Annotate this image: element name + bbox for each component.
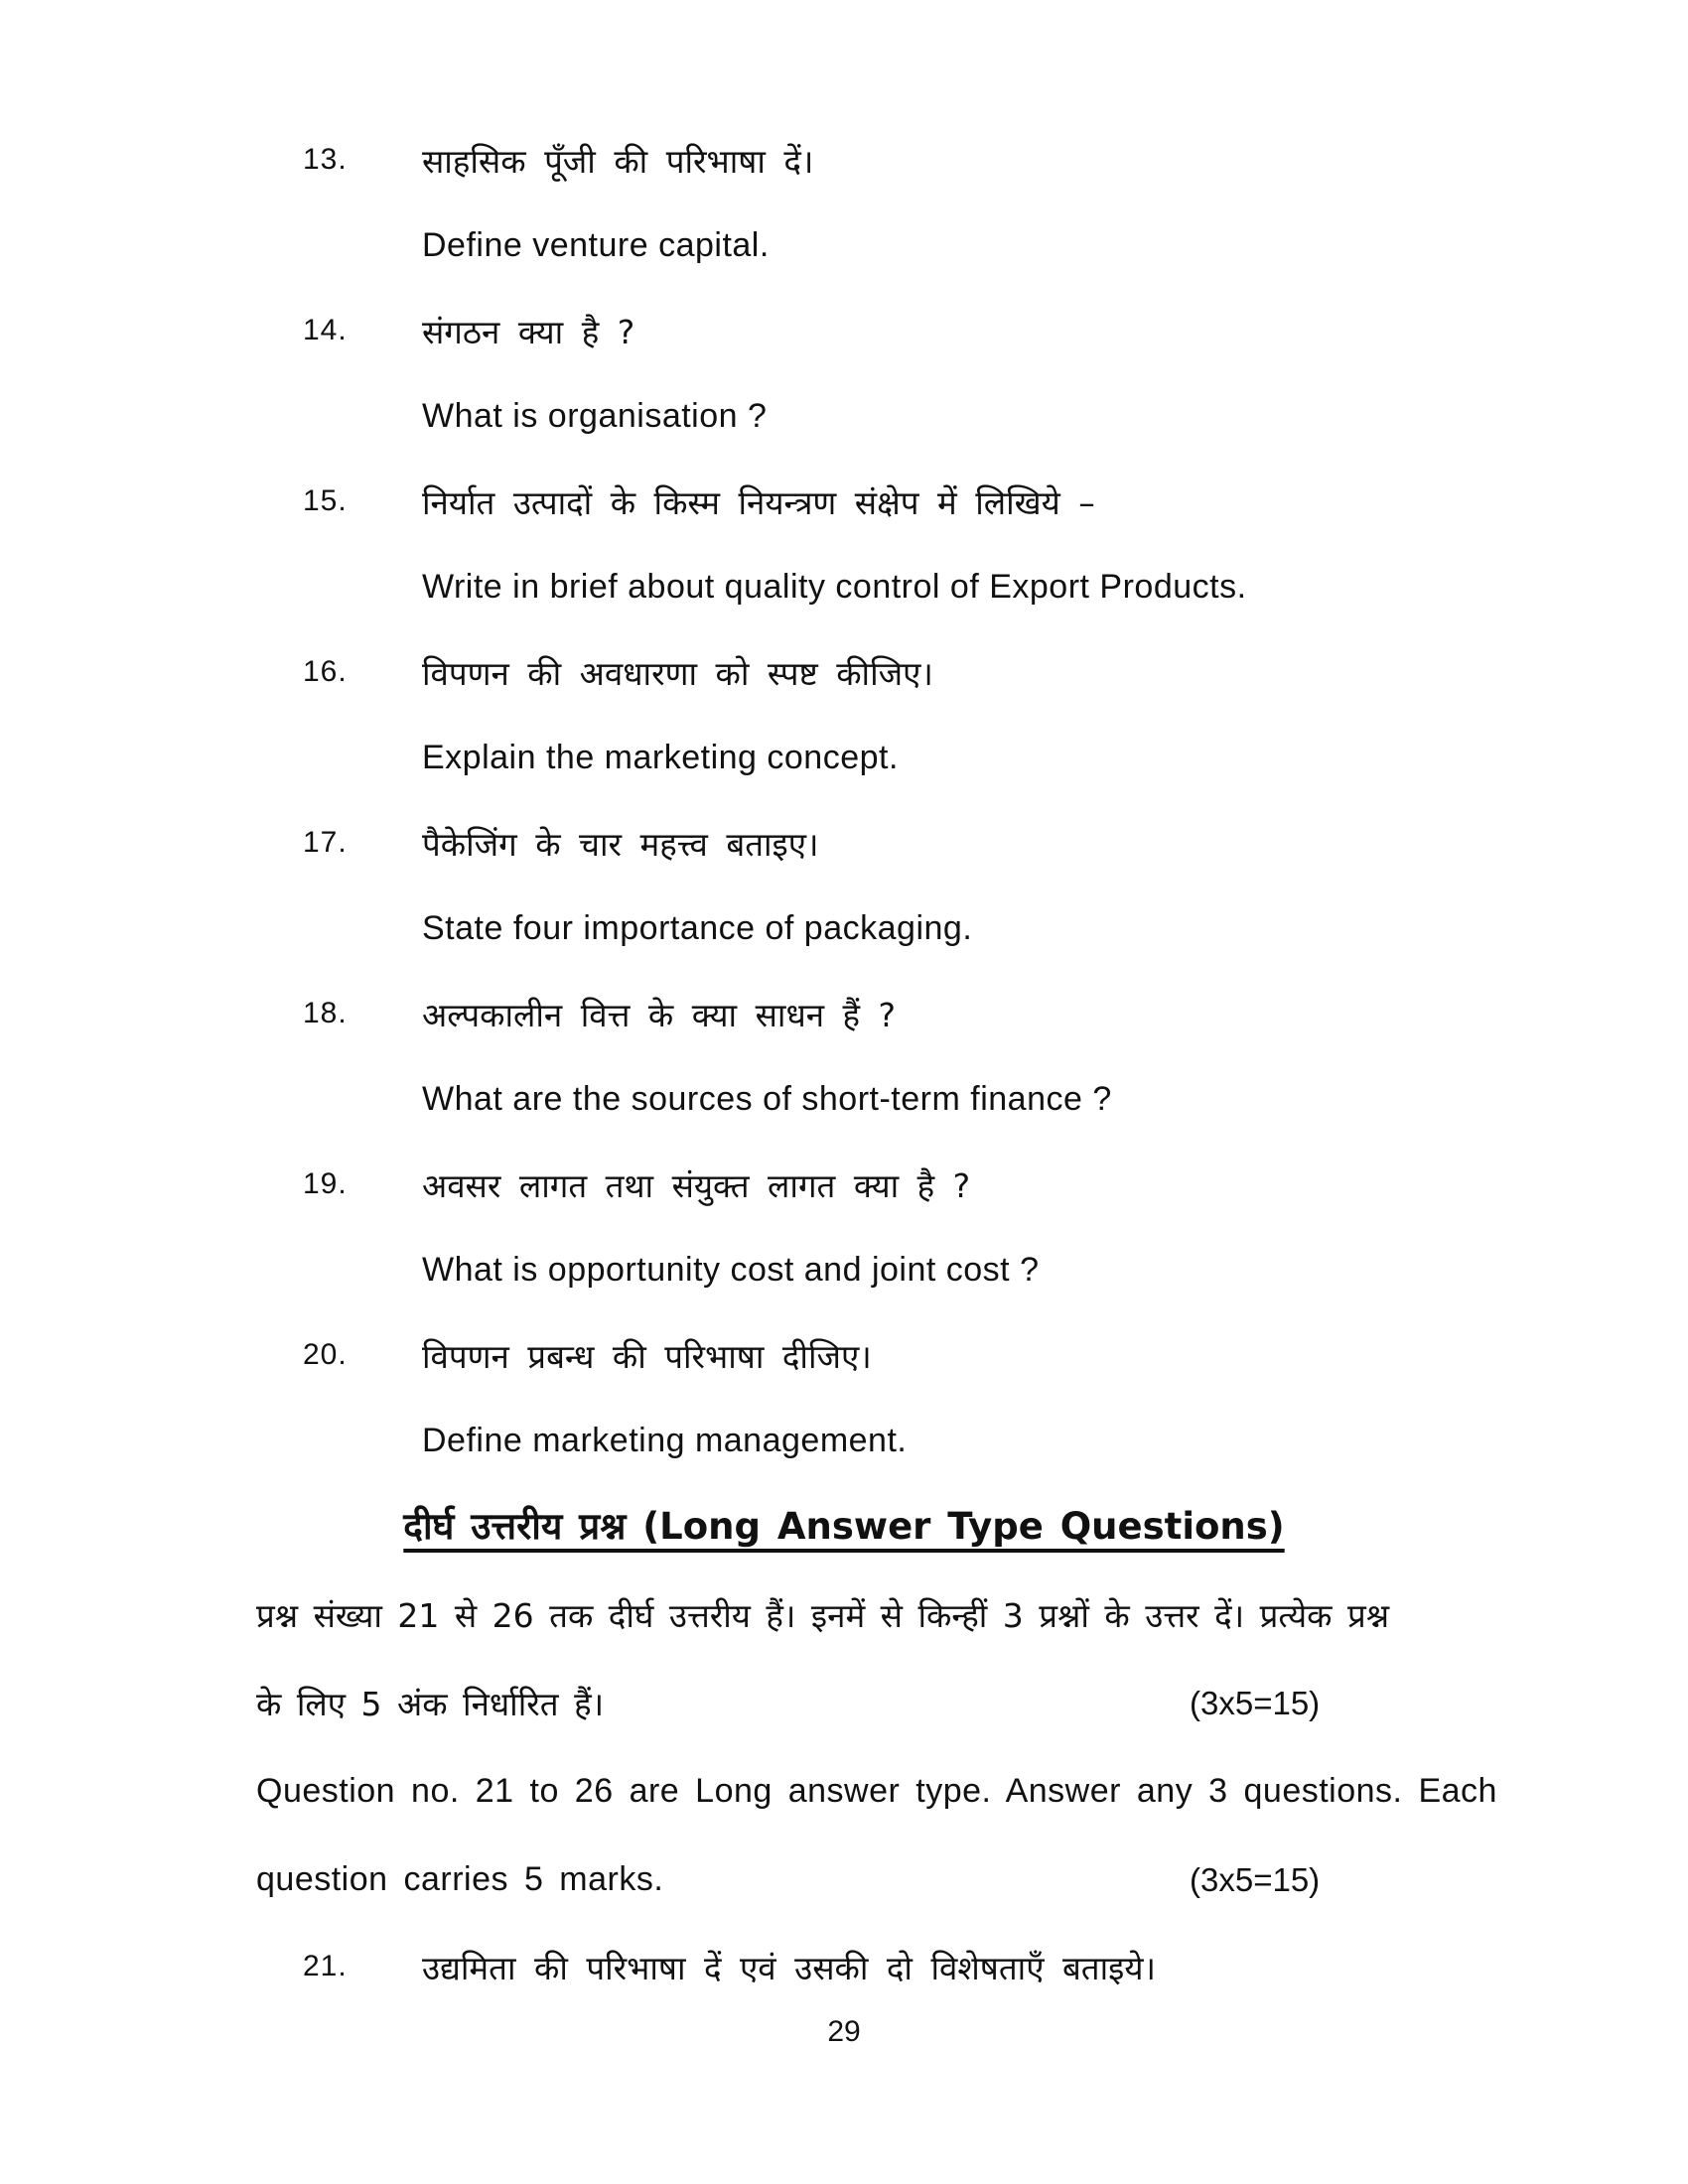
question-text-english: State four importance of packaging. <box>422 908 973 947</box>
question-number: 21. <box>303 1950 348 1982</box>
question-row <box>0 1924 1688 2009</box>
question-number: 14. <box>303 314 348 346</box>
question-text-hindi: अवसर लागत तथा संयुक्त लागत क्या है ? <box>422 1165 971 1205</box>
question-text-english: Define marketing management. <box>422 1421 908 1459</box>
question-row <box>0 1312 1688 1483</box>
instructions-hindi-line1: प्रश्न संख्या 21 से 26 तक दीर्घ उत्तरीय हैं। इनमें से किन्हीं 3 प्रश्नों के उत्तर दें। प्रत्येक प्रश्न <box>256 1596 1390 1635</box>
question-text-hindi: अल्पकालीन वित्त के क्या साधन हैं ? <box>422 995 897 1034</box>
question-number: 18. <box>303 997 348 1029</box>
instructions-hindi-line2: के लिए 5 अंक निर्धारित हैं। <box>256 1685 605 1723</box>
question-text-hindi: उद्यमिता की परिभाषा दें एवं उसकी दो विशेषताएँ बताइये। <box>422 1948 1157 1987</box>
question-number: 13. <box>303 143 348 176</box>
question-text-hindi: विपणन प्रबन्ध की परिभाषा दीजिए। <box>422 1336 872 1376</box>
marks-label-english: (3x5=15) <box>1190 1860 1321 1898</box>
question-text-english: Define venture capital. <box>422 225 770 264</box>
instructions-english <box>0 1747 1688 1924</box>
page-number: 29 <box>827 2015 861 2048</box>
question-text-hindi: विपणन की अवधारणा को स्पष्ट कीजिए। <box>422 653 933 693</box>
section-heading: दीर्घ उत्तरीय प्रश्न (Long Answer Type Questions) <box>403 1505 1285 1548</box>
question-text-english: What is opportunity cost and joint cost ? <box>422 1250 1040 1289</box>
question-text-hindi: पैकेजिंग के चार महत्त्व बताइए। <box>422 824 819 864</box>
question-row <box>0 971 1688 1142</box>
question-number: 17. <box>303 826 348 859</box>
question-text-hindi: साहसिक पूँजी की परिभाषा दें। <box>422 141 814 181</box>
question-number: 16. <box>303 655 348 688</box>
question-text-hindi: संगठन क्या है ? <box>422 312 635 351</box>
question-number: 19. <box>303 1167 348 1200</box>
question-row <box>0 629 1688 800</box>
short-questions-list <box>0 117 1688 1483</box>
question-text-hindi: निर्यात उत्पादों के किस्म नियन्त्रण संक्षेप में लिखिये – <box>422 482 1095 522</box>
marks-label-hindi: (3x5=15) <box>1190 1684 1321 1721</box>
question-row <box>0 800 1688 971</box>
question-row <box>0 459 1688 629</box>
question-text-english: What are the sources of short-term finance ? <box>422 1079 1112 1118</box>
question-row <box>0 288 1688 459</box>
instructions-hindi <box>0 1570 1688 1747</box>
question-row <box>0 1142 1688 1312</box>
instructions-english-line1: Question no. 21 to 26 are Long answer type. Answer any 3 questions. Each <box>256 1772 1497 1810</box>
question-text-english: Explain the marketing concept. <box>422 738 899 776</box>
question-row <box>0 117 1688 288</box>
question-number: 20. <box>303 1338 348 1371</box>
instructions-english-line2: question carries 5 marks. <box>256 1860 664 1898</box>
question-number: 15. <box>303 484 348 517</box>
question-text-english: Write in brief about quality control of Export Products. <box>422 567 1247 606</box>
question-text-english: What is organisation ? <box>422 396 768 435</box>
